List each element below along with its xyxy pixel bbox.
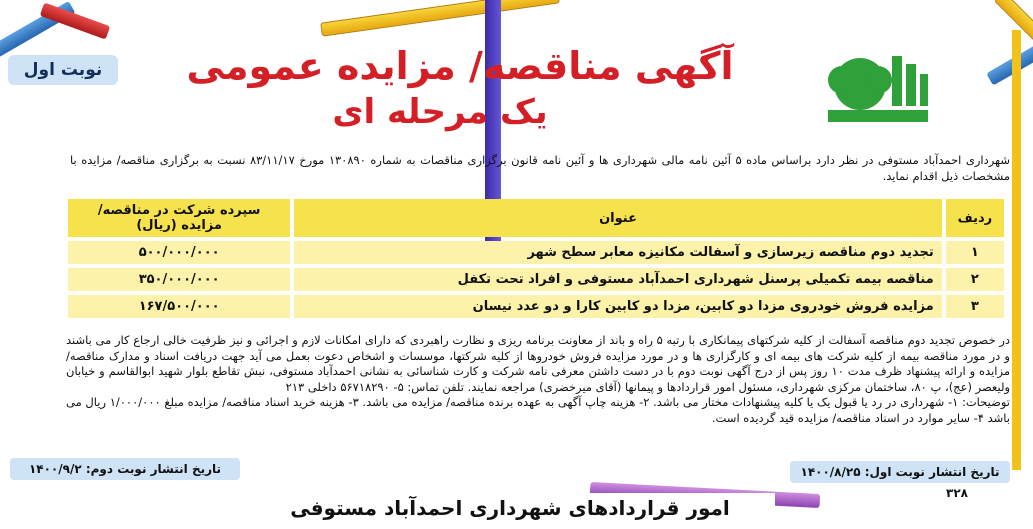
row-title: مناقصه بیمه تکمیلی پرسنل شهرداری احمدآباد مستوفی و افراد تحت تکفل <box>294 268 941 291</box>
round-badge: نوبت اول <box>8 55 118 85</box>
invitation-paragraph: در خصوص تجدید دوم مناقصه آسفالت از کلیه شرکتهای پیمانکاری با رتبه ۵ راه و باند از معاونت برنامه ریزی و نظارت راهبردی که دارای امکانات لازم و اجرائی و نیز ظرفیت خالی ارجاع کار می باشند و در مورد مناقصه بیمه از کلیه شرکت های بیمه ای و کارگزاری ها و در مورد مزایده فروش خودروها از کلیه شرکتها، موسسات و اشخاص دعوت بعمل می آید جهت دریافت اسناد و مدارک مناقصه/ مزایده و ارائه پیشنهاد ظرف مدت ۱۰ روز پس از درج آگهی نوبت دوم با در دست داشتن معرفی نامه شرکت و کارت شناسائی به نشانی احمدآباد مستوفی، نبش تقاطع بلوار شهید ابوالقاسم و خیابان ولیعصر (عج)، پ ۸۰، ساختمان مرکزی شهرداری، مسئول امور قراردادها و پیمانها (آقای میرخضری) مراجعه نمایند. تلفن تماس: ۵- ۵۶۷۱۸۲۹۰ داخلی ۲۱۳ <box>66 333 1011 394</box>
page-number: ۳۲۸ <box>946 486 968 500</box>
items-table <box>64 195 1008 322</box>
header-no: ردیف <box>946 199 1004 237</box>
table-row <box>68 268 1004 291</box>
second-publish-date: تاریخ انتشار نوبت دوم: ۱۴۰۰/۹/۲ <box>10 458 240 480</box>
row-no: ۲ <box>946 268 1004 291</box>
table-row <box>68 295 1004 318</box>
table-header-row <box>68 199 1004 237</box>
row-deposit: ۱۶۷/۵۰۰/۰۰۰ <box>68 295 290 318</box>
title-line-2: یک مرحله ای <box>332 92 548 132</box>
municipality-logo <box>820 50 935 125</box>
table-row <box>68 241 1004 264</box>
row-no: ۱ <box>946 241 1004 264</box>
row-deposit: ۳۵۰/۰۰۰/۰۰۰ <box>68 268 290 291</box>
pencil-decoration <box>320 0 560 37</box>
header-deposit: سپرده شرکت در مناقصه/ مزایده (ریال) <box>68 199 290 237</box>
row-no: ۳ <box>946 295 1004 318</box>
row-title: مزایده فروش خودروی مزدا دو کابین، مزدا دو کابین کارا و دو عدد نیسان <box>294 295 941 318</box>
pencil-decoration <box>986 38 1033 85</box>
row-title: تجدید دوم مناقصه زیرسازی و آسفالت مکانیزه معابر سطح شهر <box>294 241 941 264</box>
footer-signature: امور قراردادهای شهرداری احمدآباد مستوفی <box>245 493 775 523</box>
title-line-1: آگهی مناقصه/ مزایده عمومی <box>186 44 734 88</box>
vertical-bar-decoration <box>1012 30 1021 470</box>
row-deposit: ۵۰۰/۰۰۰/۰۰۰ <box>68 241 290 264</box>
first-publish-date: تاریخ انتشار نوبت اول: ۱۴۰۰/۸/۲۵ <box>790 461 1010 483</box>
header-title: عنوان <box>294 199 941 237</box>
body-text <box>66 333 1010 426</box>
intro-paragraph: شهرداری احمدآباد مستوفی در نظر دارد براساس ماده ۵ آئین نامه مالی شهرداری ها و آئین نامه قانون برگزاری مناقصات به شماره ۱۳۰۸۹۰ مورخ ۸۳/۱۱/۱۷ نسبت به برگزاری مناقصه/ مزایده با مشخصات ذیل اقدام نماید. <box>70 153 1010 183</box>
notes-paragraph: توضیحات: ۱- شهرداری در رد یا قبول یک یا کلیه پیشنهادات مختار می باشد. ۲- هزینه چاپ آگهی به عهده برنده مناقصه/ مزایده می باشد. ۳- هزینه خرید اسناد مناقصه/ مزایده مبلغ ۱/۰۰۰/۰۰۰ ریال می باشد ۴- سایر موارد در اسناد مناقصه/ مزایده قید گردیده است. <box>66 395 1010 425</box>
